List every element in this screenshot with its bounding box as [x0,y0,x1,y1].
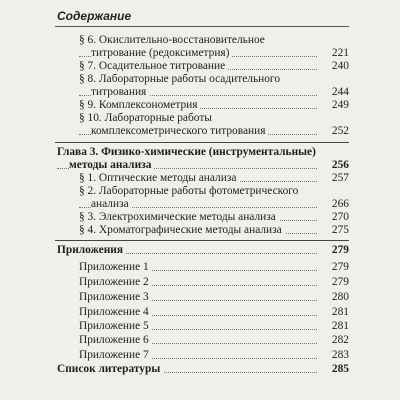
section-divider [55,240,349,241]
entry-text: § 6. Окислительно-восстановительное [79,34,268,46]
entry-text: Приложение 5 [79,320,152,332]
toc-chapter-entry [57,363,349,376]
page-number: 281 [319,320,349,333]
page-number: 270 [319,211,349,224]
entry-text: анализа [91,198,132,210]
section-divider [55,142,349,143]
entry-text: Приложение 1 [79,261,152,273]
entry-text: комплексометрического титрования [91,125,268,137]
page-number: 281 [319,306,349,319]
page-number: 256 [319,159,349,172]
running-header: Содержание [57,9,132,23]
toc-entry [79,172,349,185]
toc-entry [79,320,349,333]
entry-text: § 4. Хроматографические методы анализа [79,224,285,236]
toc-chapter-entry [57,244,349,257]
toc-entry [79,211,349,224]
toc-entry [79,306,349,319]
toc-entry [79,261,349,274]
page-number: 280 [319,291,349,304]
entry-text: Приложение 2 [79,276,152,288]
entry-text: Приложение 4 [79,306,152,318]
page-number: 221 [319,47,349,60]
toc-entry [79,334,349,347]
page-number: 279 [319,276,349,289]
entry-text: § 1. Оптические методы анализа [79,172,239,184]
entry-text: § 7. Осадительное титрование [79,60,228,72]
entry-text: методы анализа [69,159,154,171]
entry-text: Приложение 3 [79,291,152,303]
toc-entry [79,224,349,237]
entry-text: Приложение 6 [79,334,152,346]
page-number: 257 [319,172,349,185]
header-rule [55,26,349,27]
entry-text: § 10. Лабораторные работы [79,112,215,124]
entry-text: Приложение 7 [79,349,152,361]
page-number: 282 [319,334,349,347]
toc-entry [79,34,349,60]
entry-text: § 2. Лабораторные работы фотометрического [79,185,301,197]
toc-entry [79,60,349,73]
toc-entry [79,276,349,289]
page-number: 275 [319,224,349,237]
page-number: 283 [319,349,349,362]
toc-entry [79,112,349,138]
page-number: 249 [319,99,349,112]
toc-chapter-entry [57,146,349,172]
entry-text: § 8. Лабораторные работы осадительного [79,73,283,85]
entry-text: титрования [91,86,149,98]
toc-entry [79,99,349,112]
page-number: 244 [319,86,349,99]
page-number: 266 [319,198,349,211]
entry-text: титрование (редоксиметрия) [91,47,232,59]
entry-text: § 9. Комплексонометрия [79,99,200,111]
page-number: 252 [319,125,349,138]
entry-text: Список литературы [57,363,163,375]
page-number: 279 [319,261,349,274]
entry-text: Приложения [57,244,126,256]
page-number: 279 [319,244,349,257]
page-number: 285 [319,363,349,376]
entry-text: § 3. Электрохимические методы анализа [79,211,279,223]
toc-entry [79,291,349,304]
toc-entry [79,185,349,211]
page-number: 240 [319,60,349,73]
entry-text: Глава 3. Физико-химические (инструментальные) [57,146,319,158]
toc-entry [79,349,349,362]
toc-entry [79,73,349,99]
